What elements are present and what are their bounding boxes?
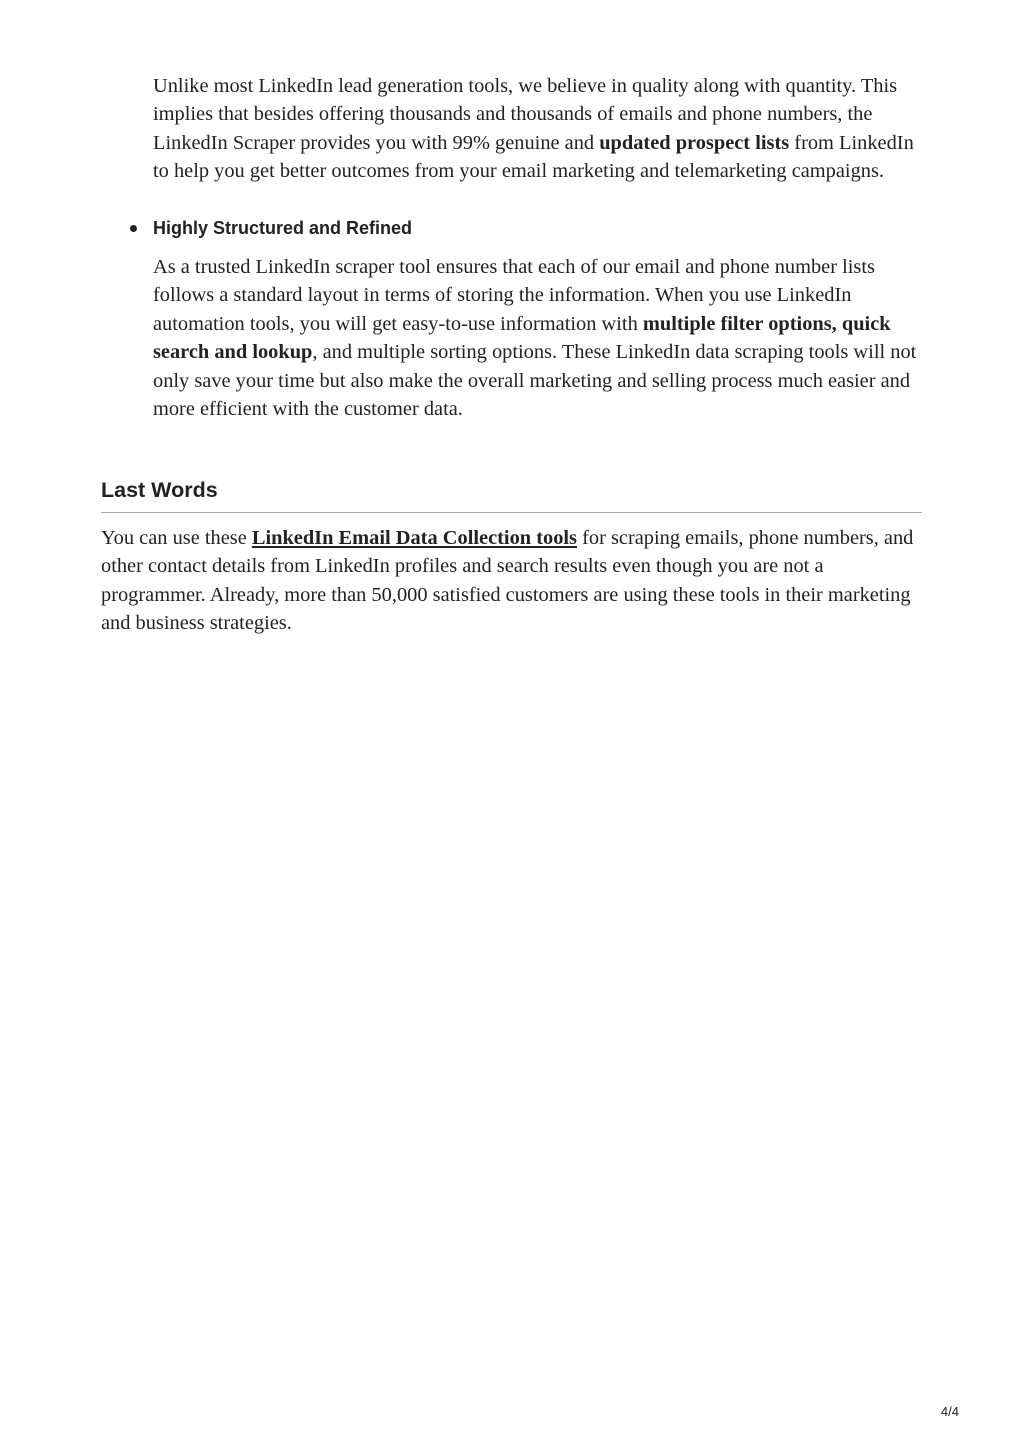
intro-bold-phrase: updated prospect lists <box>599 131 790 154</box>
last-words-text-start: You can use these <box>101 527 252 549</box>
intro-paragraph <box>153 72 933 186</box>
linkedin-email-tools-link[interactable]: LinkedIn Email Data Collection tools <box>251 527 577 549</box>
structured-paragraph <box>153 253 933 423</box>
structured-text-start: As a trusted LinkedIn scraper tool ensures that each of our email and phone number lists follows a standard layout in terms of storing the information. When you use LinkedIn automation tools, you will get easy-to-use information with <box>153 256 875 335</box>
bullet-label: Highly Structured and Refined <box>153 218 413 238</box>
bullet-dot-icon <box>130 225 137 232</box>
last-words-paragraph <box>101 524 931 638</box>
intro-text-start: Unlike most LinkedIn lead generation tools, we believe in quality along with quantity. This implies that besides offering thousands and thousands of emails and phone numbers, the LinkedIn Scraper provides you with 99% genuine and <box>153 75 898 154</box>
last-words-heading: Last Words <box>101 478 218 502</box>
page-number: 4/4 <box>940 1404 959 1419</box>
last-words-text-end: for scraping emails, phone numbers, and other contact details from LinkedIn profiles and search results even though you are not a programmer. Already, more than 50,000 satisfied customers are using these tools in their marketing and business strategies. <box>101 527 914 635</box>
structured-bold-phrase: multiple filter options, quick search and lookup <box>153 312 891 364</box>
heading-divider <box>101 512 922 513</box>
intro-text-end: from LinkedIn to help you get better outcomes from your email marketing and telemarketing campaigns. <box>153 131 914 183</box>
structured-text-end: , and multiple sorting options. These LinkedIn data scraping tools will not only save your time but also make the overall marketing and selling process much easier and more efficient with the customer data. <box>153 341 917 421</box>
